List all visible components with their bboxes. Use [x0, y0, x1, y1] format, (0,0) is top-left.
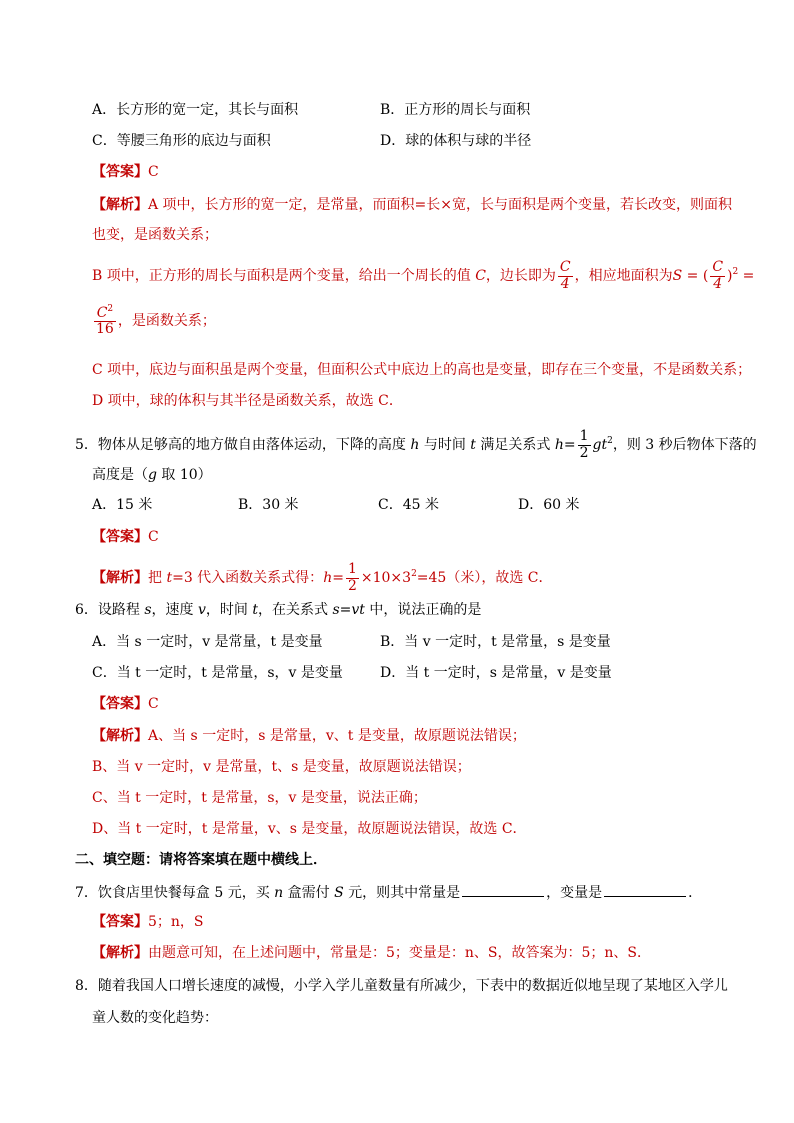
- eq-sign: =: [332, 570, 344, 586]
- frac-num: C: [712, 259, 724, 276]
- b-prefix: B 项中，正方形的周长与面积是两个变量，给出一个周长的值: [92, 268, 476, 284]
- analysis-tag: 【解析】: [92, 197, 148, 213]
- gt-term: gt: [592, 437, 608, 453]
- q4-option-d: D．球的体积与球的半径: [380, 133, 532, 149]
- q5-option-d: D．60 米: [518, 497, 580, 513]
- q6-analysis-a: [92, 726, 526, 746]
- var-s: S: [334, 885, 344, 901]
- q6-analysis-d: D、当 t 一定时，t 是常量，v、s 是变量，故原题说法错误，故选 C．: [92, 821, 527, 837]
- q5-option-a: A．15 米: [92, 497, 153, 513]
- eq-sign: =: [563, 437, 576, 453]
- answer-tag: 【答案】: [92, 164, 148, 180]
- var-t: t: [252, 602, 259, 618]
- answer-value: C: [148, 529, 159, 545]
- q6-stem-d: ，在关系式: [258, 602, 333, 618]
- b-eq: = (: [682, 268, 709, 284]
- q4-analysis-d-line: D 项中，球的体积与其半径是函数关系，故选 C．: [92, 393, 403, 409]
- var-s: s: [144, 602, 152, 618]
- b-close: ): [727, 268, 733, 284]
- frac-num: C: [559, 259, 571, 276]
- q5-option-c: C．45 米: [378, 497, 439, 513]
- q4-analysis-line1: [92, 195, 732, 215]
- q6-stem: [75, 600, 481, 620]
- q7-stem-a: 7．饮食店里快餐每盒 5 元，买: [75, 885, 275, 901]
- q5-stem-line2: [92, 465, 212, 485]
- var-c: C: [475, 268, 486, 284]
- q5-analysis-c: ×10×3: [360, 570, 412, 586]
- frac-num-sup: 2: [107, 303, 114, 314]
- q6-analysis-a-text: A、当 s 一定时，s 是常量，v、t 是变量，故原题说法错误；: [148, 728, 526, 744]
- var-g: g: [148, 467, 157, 483]
- frac-num: 1: [579, 428, 589, 445]
- analysis-tag: 【解析】: [92, 945, 148, 961]
- answer-value: C: [148, 164, 159, 180]
- q6-option-a: A．当 s 一定时，v 是常量，t 是变量: [92, 634, 323, 650]
- frac-den: 4: [558, 276, 573, 292]
- q5-stem-a: 5．物体从足够高的地方做自由落体运动，下降的高度: [75, 437, 411, 453]
- q5-stem-b: 与时间: [419, 437, 471, 453]
- answer-blank-1: [462, 882, 544, 897]
- q4-option-a: A．长方形的宽一定，其长与面积: [92, 102, 299, 118]
- q4-analysis-b-cont: [92, 300, 216, 342]
- section-heading: 二、填空题：请将答案填在题中横线上．: [75, 852, 327, 868]
- var-h: h: [323, 570, 333, 586]
- answer-value: 5；n，S: [148, 914, 204, 930]
- var-t: t: [166, 570, 173, 586]
- q6-stem-c: ，时间: [205, 602, 253, 618]
- var-v: v: [198, 602, 206, 618]
- fraction-c-over-4-b: [710, 260, 725, 292]
- b-after: ，相应地面积为: [574, 268, 673, 284]
- q6-analysis-c: C、当 t 一定时，t 是常量，s，v 是变量，说法正确；: [92, 790, 427, 806]
- q7-analysis-text: 由题意可知，在上述问题中，常量是：5；变量是：n、S，故答案为：5；n、S．: [148, 945, 652, 961]
- formula-svt: s=vt: [332, 602, 365, 618]
- q6-stem-b: ，速度: [151, 602, 198, 618]
- analysis-tag: 【解析】: [92, 728, 148, 744]
- frac-num-c: C: [96, 304, 108, 321]
- q4-analysis-b-line: [92, 254, 754, 290]
- analysis-text: A 项中，长方形的宽一定，是常量，而面积=长×宽，长与面积是两个变量，若长改变，则面积: [148, 197, 733, 213]
- q5-analysis-a: 把: [148, 570, 167, 586]
- q4-option-c: C．等腰三角形的底边与面积: [92, 133, 271, 149]
- q6-option-b: B．当 v 一定时，t 是常量，s 是变量: [380, 634, 611, 650]
- q5-option-b: B．30 米: [238, 497, 299, 513]
- b-eq2: =: [738, 268, 755, 284]
- fraction-1-over-2: [346, 562, 359, 594]
- q5-answer: [92, 527, 159, 547]
- q7-stem-b: 盒需付: [283, 885, 335, 901]
- q7-stem-d: ，变量是: [546, 885, 603, 901]
- square-sup: 2: [732, 267, 739, 277]
- q5-stem-d: ，则 3 秒后物体下落的: [612, 437, 757, 453]
- q6-stem-a: 6．设路程: [75, 602, 145, 618]
- q5-stem-2a: 高度是（: [92, 467, 148, 483]
- var-h-eq: h: [554, 437, 564, 453]
- q7-answer: [92, 912, 204, 932]
- gt-sup: 2: [607, 436, 613, 446]
- fraction-c-over-4: [558, 260, 573, 292]
- q4-analysis-c-line: C 项中，底边与面积虽是两个变量，但面积公式中底边上的高也是变量，即存在三个变量，不是函数关系；: [92, 362, 752, 378]
- q6-answer: [92, 694, 159, 714]
- q4-analysis-line2: 也变，是函数关系；: [92, 227, 218, 243]
- var-h: h: [410, 437, 420, 453]
- square-sup: 2: [411, 569, 417, 579]
- q7-analysis: [92, 943, 651, 963]
- answer-tag: 【答案】: [92, 529, 148, 545]
- frac-den: 16: [96, 321, 114, 337]
- frac-den: 2: [579, 444, 589, 461]
- frac-num: [94, 305, 116, 321]
- answer-value: C: [148, 696, 159, 712]
- q4-option-b: B．正方形的周长与面积: [380, 102, 531, 118]
- frac-den: 2: [347, 577, 357, 594]
- var-s: S: [672, 268, 683, 284]
- analysis-tag: 【解析】: [92, 570, 148, 586]
- answer-tag: 【答案】: [92, 914, 148, 930]
- q6-analysis-b: B、当 v 一定时，v 是常量，t、s 是变量，故原题说法错误；: [92, 759, 471, 775]
- q6-option-d: D．当 t 一定时，s 是常量，v 是变量: [380, 665, 612, 681]
- q7-stem: [75, 882, 702, 903]
- q5-stem-c: 满足关系式: [475, 437, 555, 453]
- q5-analysis: [92, 555, 553, 593]
- frac-num: 1: [347, 561, 357, 578]
- answer-blank-2: [604, 882, 686, 897]
- b-mid: ，边长即为: [485, 268, 556, 284]
- b-tail: ，是函数关系；: [117, 313, 216, 329]
- q7-stem-e: ．: [688, 885, 703, 901]
- q4-answer: [92, 162, 159, 182]
- q5-analysis-d: =45（米），故选 C．: [416, 570, 553, 586]
- fraction-1-over-2: [578, 429, 591, 461]
- q6-stem-e: 中，说法正确的是: [364, 602, 482, 618]
- q7-stem-c: 元，则其中常量是: [343, 885, 461, 901]
- fraction-c2-over-16: [94, 305, 116, 338]
- q6-option-c: C．当 t 一定时，t 是常量，s，v 是变量: [92, 665, 343, 681]
- q5-stem-line1: [75, 422, 757, 460]
- q8-stem-line2: 童人数的变化趋势：: [92, 1010, 218, 1026]
- answer-tag: 【答案】: [92, 696, 148, 712]
- frac-den: 4: [710, 276, 725, 292]
- var-t: t: [470, 437, 476, 453]
- var-n: n: [274, 885, 284, 901]
- q5-stem-2b: 取 10）: [156, 467, 212, 483]
- q8-stem-line1: 8．随着我国人口增长速度的减慢，小学入学儿童数量有所减少，下表中的数据近似地呈现了某地区入学儿: [75, 978, 728, 994]
- q5-analysis-b: =3 代入函数关系式得：: [172, 570, 324, 586]
